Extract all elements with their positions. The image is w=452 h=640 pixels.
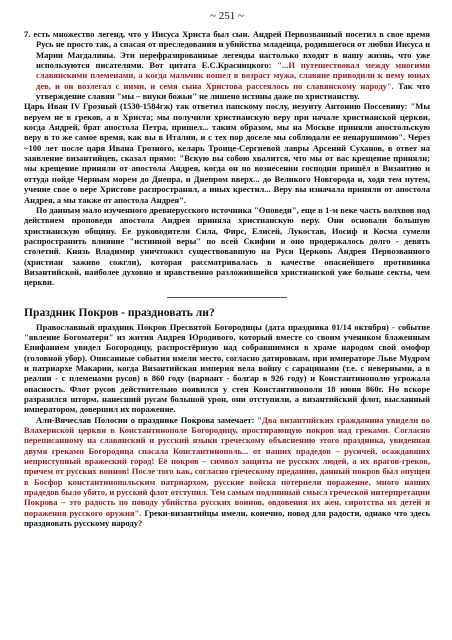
paragraph-pokrov: Православный праздник Покров Пресвятой Богородицы (дата праздника 01/14 октября) - событие "явление Богоматери" из жития Андрея Юродивого, который вместе со своим учеником блаженным Епифанием увидел Богородицу, распростёршую над собравшимися в храме народом свой омофор (головной убор). Описанные события имели место, согласно датировкам, при императоре Льве Мудром и патриархе Макарии, когда Византийская империя вела войну с сарацинами (т.е. с неверными, а в реалии - с племенами русов) в 860 году (вариант - болгар в 926 году) и Константинополю угрожала опасность. Флот русов действительно появился у стен Константинополя 18 июня 860г. Но вскоре разразился шторм, нанесший русам большой урон, они отступили, а византийский флот, высланный императором, довершил их поражение. [24,321,430,415]
section-divider [167,297,287,298]
document-page [24,10,430,528]
paragraph-legend [24,29,430,101]
section-heading: Праздник Покров - праздновать ли? [24,305,215,319]
paragraph-opovedi: По данным мало изученного древнерусского источника "Оповеди", еще в 1-м веке часть волхвов под действием проповеди апостола Андрея приняла христианскую веру. Они основали большую христианскую общину. Ее руководители Сила, Фирс, Елисей, Лукостав, Иосиф и Косма сумели распространить влияние "истинной веры" по всей Скифии и оно продержалось долго - девять столетий. Князь Владимир уничтожил существовавшую на Руси Церковь Андрея Первозванного (христиан заживо сожгли), которая рассматривалась в качестве опаснейшего противника Византийской, наиболее духовно и нравственно разложившейся христианской уже больше секты, чем церкви. [24,204,430,288]
legend-text: есть множество легенд, что у Иисуса Христа был сын. Андрей Первозванный посетил в свое время Русь не просто так, а спасая от преследования и убийства младенца, родившегося от любви Иисуса и Марии Магдалины. Эти перефразированные легенды настолько входят в нашу жизнь, что уже используются писателями. Вот цитата Е.С.Красницкого: [30,29,430,71]
legend-tail: Так что утверждение славян "мы – внуки божьи" не лишено истины даже по христианству. [36,80,431,102]
polosin-tail: Греки-византийцы имели, конечно, повод для радости, однако что здесь праздновать русскому народу? [24,507,430,529]
legend-quote: "...И путешествовал между многими славянскими племенами, а когда мальчик вошел в возраст мужа, славяне приводили к нему юных дев, и он возлегал с ними, и семя сына Христова рассеялось по славянскому народу". [36,60,430,91]
paragraph-polosin [24,415,430,529]
list-number: 7. [24,29,31,39]
polosin-lead: Али-Вячеслав Полосин о празднике Покрова замечает: [36,414,258,425]
polosin-quote: "Два византийских гражданина увидели во Влахернской церкви в Константинополе Богородицу, простирающую покров над греками. Согласно переписанному на славянский и русский языки греческому объяснению этого праздника, увиденная двумя греками Богородица спасала Константинополь... от наших прадедов – русичей, осаждавших неприступный вражеский город! Её покров – символ защиты не русских людей, а их врагов-греков, причем от русских воинов! После того как, согласно греческому преданию, данный покров был опущен в Босфор константинопольским патриархом, русские войска потерпели поражение, много наших прадедов было убито, и русский флот отступил. Тем самым подлинный смысл греческой интерпретации Покрова – это радость по поводу убийства русских воинов, овдовения их жен, сиротства их детей и поражения русского оружия". [24,414,430,518]
page-number: ~ 251 ~ [210,10,244,22]
paragraph-tsar-ivan: Царь Иван IV Грозный (1530-1584гж) так ответил папскому послу, иезуиту Антонию Поссевину: "Мы веруем не в греков, а в Христа; мы получили христианскую веру при начале христианской церкви, когда Андрей, брат апостола Петра, пришел... таким образом, мы на Москве приняли апостольскую веру в то же самое время, как вы в Италии, и с тех пор доселе мы соблюдали ее ненарушимою". Через ~100 лет после царя Ивана Грозного, келарь Троице-Сергиевой лавры Арсений Суханов, в ответ на заявление византийцев, сказал прямо: "Вскую вы собою хвалится, что мы от вас крещение приняли; мы крещение приняли от апостола Андрея, когда он по вознесении господни пришёл в Византию и оттуда пойде Черным морем до Днепра, и Днепром вверх... до Великого Новгорода и, ходя тем путем, учение свое о вере Христове распространял, а иных крестил... Веру вы изначала приняли от апостола Андрея, а мы также от апостола Андрея". [24,101,430,205]
